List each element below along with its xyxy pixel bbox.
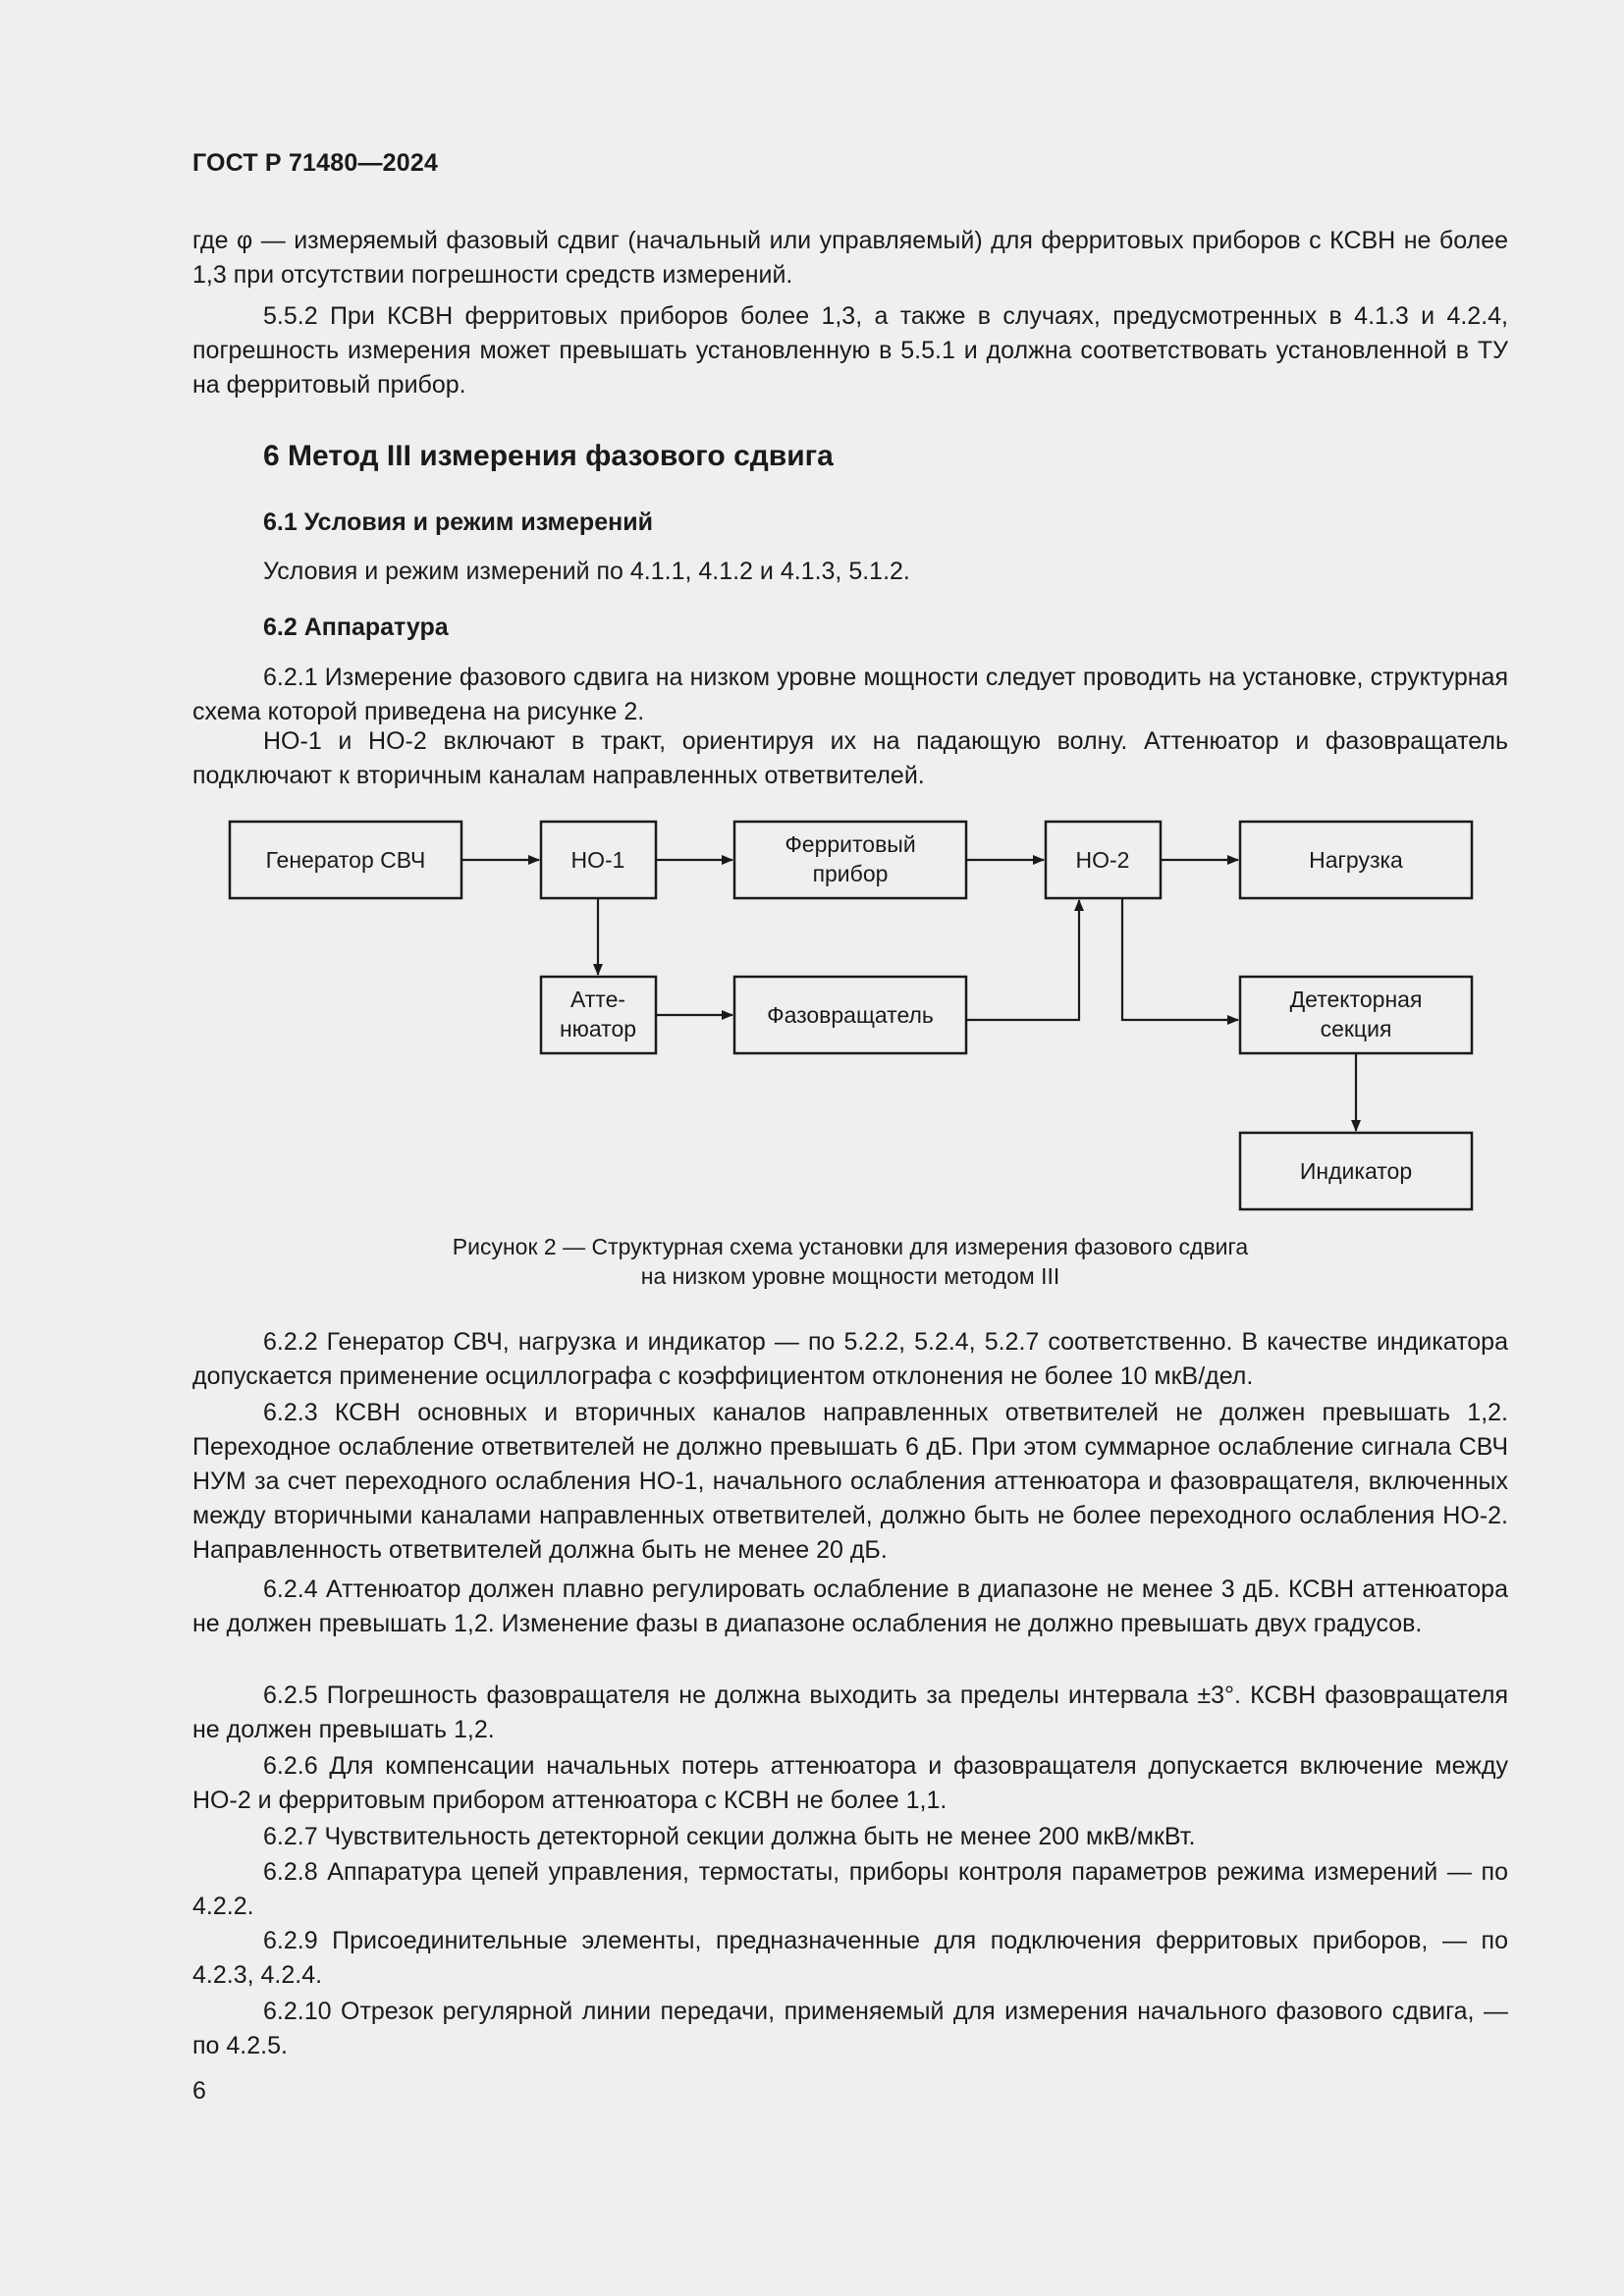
paragraph-6-2-9 (192, 1924, 1508, 1993)
paragraph-text: 6.2.5 Погрешность фазовращателя не должна выходить за пределы интервала ±3°. КСВН фазовращателя не должен превышать 1,2. (192, 1682, 1508, 1743)
label-ferrite-line1: Ферритовый (785, 831, 916, 857)
paragraph-text: 6.2.3 КСВН основных и вторичных каналов направленных ответвителей не должен превышать 1,2. Переходное ослабление ответвителей не должно превышать 6 дБ. При этом суммарное ослабление сигнала СВЧ НУМ за счет переходного ослабления НО-1, начального ослабления аттенюатора и фазовращателя, включенных между вторичными каналами направленных ответвителей, должно быть не более переходного ослабления НО-2. Направленность ответвителей должна быть не менее 20 дБ. (192, 1399, 1508, 1564)
paragraph-text: 6.2.8 Аппаратура цепей управления, термостаты, приборы контроля параметров режима измерений — по 4.2.2. (192, 1858, 1508, 1920)
paragraph-6-2-5 (192, 1679, 1508, 1747)
subsection-6-2-title: 6.2 Аппаратура (263, 614, 449, 641)
label-phase-shifter: Фазовращатель (767, 1002, 934, 1028)
paragraph-text: 6.2.4 Аттенюатор должен плавно регулировать ослабление в диапазоне не менее 3 дБ. КСВН аттенюатора не должен превышать 1,2. Изменение фазы в диапазоне ослабления не должно превышать двух градусов. (192, 1575, 1508, 1637)
paragraph-text: 6.2.9 Присоединительные элементы, предназначенные для подключения ферритовых приборов, — по 4.2.3, 4.2.4. (192, 1927, 1508, 1989)
label-load: Нагрузка (1309, 847, 1403, 873)
paragraph-6-2-2 (192, 1325, 1508, 1394)
page-number: 6 (192, 2077, 206, 2105)
caption-line2: на низком уровне мощности методом III (640, 1263, 1060, 1289)
paragraph-6-2-10 (192, 1995, 1508, 2063)
paragraph-text: 6.2.6 Для компенсации начальных потерь аттенюатора и фазовращателя допускается включение между НО-2 и ферритовым прибором аттенюатора с КСВН не более 1,1. (192, 1752, 1508, 1814)
arrow-phase-to-no2 (966, 900, 1079, 1020)
label-attenuator-line1: Атте- (569, 987, 626, 1012)
label-attenuator-line2: нюатор (559, 1016, 637, 1041)
label-no2: НО-2 (1075, 847, 1130, 873)
paragraph-text: где φ — измеряемый фазовый сдвиг (начальный или управляемый) для ферритовых приборов с КСВН не более 1,3 при отсутствии погрешности средств измерений. (192, 227, 1508, 289)
paragraph-6-2-6 (192, 1749, 1508, 1818)
paragraph-6-2-8 (192, 1855, 1508, 1924)
subsection-6-1-title: 6.1 Условия и режим измерений (263, 508, 653, 536)
subsection-6-1-text: Условия и режим измерений по 4.1.1, 4.1.2 и 4.1.3, 5.1.2. (263, 558, 910, 585)
section-6-title: 6 Метод III измерения фазового сдвига (263, 440, 834, 472)
label-detector-line1: Детекторная (1289, 987, 1423, 1012)
paragraph-text: 6.2.2 Генератор СВЧ, нагрузка и индикатор — по 5.2.2, 5.2.4, 5.2.7 соответственно. В качестве индикатора допускается применение осциллографа с коэффициентом отклонения не более 10 мкВ/дел. (192, 1328, 1508, 1390)
paragraph-text: 6.2.1 Измерение фазового сдвига на низком уровне мощности следует проводить на установке, структурная схема которой приведена на рисунке 2. (192, 664, 1508, 725)
paragraph-6-2-7 (192, 1820, 1508, 1854)
paragraph-text: НО-1 и НО-2 включают в тракт, ориентируя их на падающую волну. Аттенюатор и фазовращатель подключают к вторичным каналам направленных ответвителей. (192, 727, 1508, 789)
label-indicator: Индикатор (1299, 1158, 1413, 1184)
label-detector-line2: секция (1320, 1016, 1392, 1041)
figure-caption (192, 1232, 1508, 1291)
label-ferrite-line2: прибор (812, 861, 889, 886)
arrow-no2-to-detector (1122, 898, 1238, 1020)
label-no1: НО-1 (570, 847, 625, 873)
paragraph-text: 6.2.7 Чувствительность детекторной секции должна быть не менее 200 мкВ/мкВт. (263, 1823, 1196, 1850)
caption-line1: Рисунок 2 — Структурная схема установки для измерения фазового сдвига (452, 1234, 1249, 1259)
standard-code-header: ГОСТ Р 71480—2024 (192, 149, 439, 177)
label-generator: Генератор СВЧ (265, 847, 426, 873)
paragraph-6-2-3 (192, 1396, 1508, 1568)
paragraph-text: 5.5.2 При КСВН ферритовых приборов более 1,3, а также в случаях, предусмотренных в 4.1.3 и 4.2.4, погрешность измерения может превышать установленную в 5.5.1 и должна соответствовать установленной в ТУ на ферритовый прибор. (192, 302, 1508, 399)
paragraph-text: 6.2.10 Отрезок регулярной линии передачи, применяемый для измерения начального фазового сдвига, — по 4.2.5. (192, 1998, 1508, 2059)
paragraph-6-2-4 (192, 1573, 1508, 1641)
